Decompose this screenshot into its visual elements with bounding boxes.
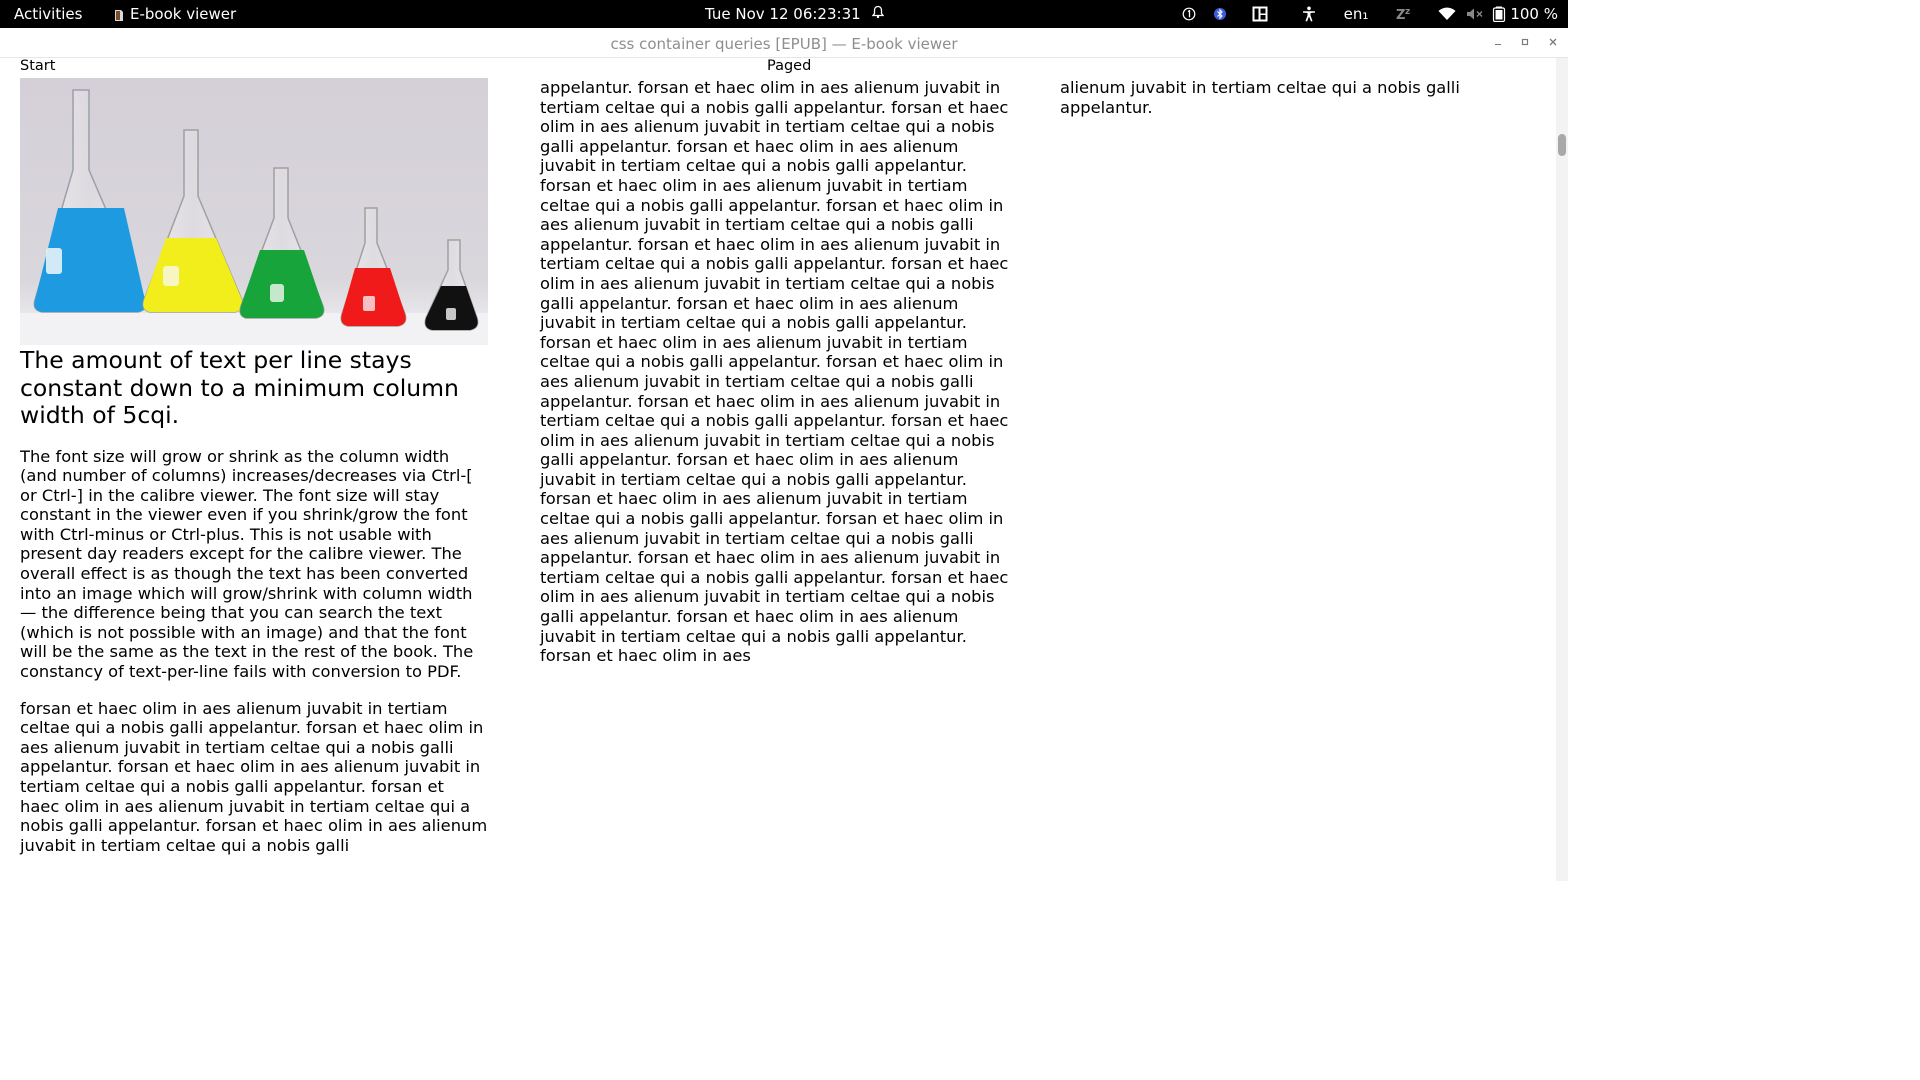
window-titlebar[interactable] — [0, 28, 1568, 58]
close-button[interactable] — [1544, 34, 1562, 52]
notification-1-icon[interactable] — [1182, 7, 1196, 21]
reader-view[interactable] — [0, 58, 1556, 881]
alarm-bell-icon — [871, 5, 885, 23]
keyboard-layout-indicator[interactable]: en₁ — [1343, 5, 1369, 23]
clock-text: Tue Nov 12 06:23:31 — [705, 5, 861, 23]
battery-icon[interactable] — [1492, 6, 1506, 22]
app-name-label: E-book viewer — [130, 5, 237, 23]
system-top-bar — [0, 0, 1568, 28]
wifi-icon[interactable] — [1438, 7, 1456, 21]
section-heading: The amount of text per line stays constant down to a minimum column width of 5cqi. — [20, 346, 459, 429]
body-paragraph: The font size will grow or shrink as the column width (and number of columns) increases/decreases via Ctrl-[ or Ctrl-] in the calibre viewer. The font size will stay constant in the viewer even if you shrink/grow the font with Ctrl-minus or Ctrl-plus. This is not usable with present day readers except for the calibre viewer. The overall effect is as though the text has been converted into an image which will grow/shrink with column width — the difference being that you can search the text (which is not possible with an image) and that the font will be the same as the text in the rest of the book. The constancy of text-per-line fails with conversion to PDF. — [20, 446, 474, 682]
volume-muted-icon[interactable] — [1466, 7, 1484, 21]
page-column-1 — [20, 78, 488, 855]
minimize-button[interactable] — [1489, 34, 1507, 52]
reader-scrollbar[interactable] — [1556, 58, 1568, 881]
minimize-icon — [1493, 37, 1503, 47]
clock-button[interactable] — [705, 5, 885, 23]
maximize-button[interactable] — [1516, 34, 1534, 52]
accessibility-icon[interactable] — [1302, 6, 1316, 22]
system-tray[interactable] — [1182, 4, 1558, 24]
header-left-label: Start — [20, 58, 56, 74]
svg-text:Z: Z — [1396, 8, 1406, 22]
body-paragraph: alienum juvabit in tertiam celtae qui a nobis galli appelantur. — [1060, 78, 1460, 117]
sleep-icon[interactable] — [1396, 6, 1414, 22]
ebook-app-icon — [114, 8, 124, 21]
close-icon — [1548, 37, 1558, 47]
body-paragraph: appelantur. forsan et haec olim in aes alienum juvabit in tertiam celtae qui a nobis galli appelantur. forsan et haec olim in aes alienum juvabit in tertiam celtae qui a nobis galli appelantur. forsan et haec olim in aes alienum juvabit in tertiam celtae qui a nobis galli appelantur. forsan et haec olim in aes alienum juvabit in tertiam celtae qui a nobis galli appelantur. forsan et haec olim in aes alienum juvabit in tertiam celtae qui a nobis galli appelantur. forsan et haec olim in aes alienum juvabit in tertiam celtae qui a nobis galli appelantur. forsan et haec olim in aes alienum juvabit in tertiam celtae qui a nobis galli appelantur. forsan et haec olim in aes alienum juvabit in tertiam celtae qui a nobis galli appelantur. forsan et haec olim in aes alienum juvabit in tertiam celtae qui a nobis galli appelantur. forsan et haec olim in aes alienum juvabit in tertiam celtae qui a nobis galli appelantur. forsan et haec olim in aes alienum juvabit in tertiam celtae qui a nobis galli appelantur. forsan et haec olim in aes alienum juvabit in tertiam celtae qui a nobis galli appelantur. forsan et haec olim in aes alienum juvabit in tertiam celtae qui a nobis galli appelantur. forsan et haec olim in aes alienum juvabit in tertiam celtae qui a nobis galli appelantur. forsan et haec olim in aes alienum juvabit in tertiam celtae qui a nobis galli appelantur. forsan et haec olim in aes alienum juvabit in tertiam celtae qui a nobis galli appelantur. forsan et haec olim in aes alienum juvabit in tertiam celtae qui a nobis galli appelantur. forsan et haec olim in aes alienum juvabit in tertiam celtae qui a nobis galli appelantur. forsan et haec olim in aes — [540, 78, 1009, 666]
activities-button[interactable]: Activities — [14, 5, 83, 23]
maximize-icon — [1520, 37, 1530, 47]
window-title: css container queries [EPUB] — E-book viewer — [610, 35, 958, 53]
page-column-2 — [540, 78, 1010, 666]
app-menu[interactable] — [114, 5, 236, 23]
layout-icon[interactable] — [1252, 6, 1268, 22]
page-column-3 — [1060, 78, 1520, 117]
header-center-label: Paged — [767, 58, 812, 74]
scrollbar-thumb[interactable] — [1558, 134, 1566, 156]
svg-text:z: z — [1405, 7, 1411, 17]
bluetooth-icon[interactable] — [1214, 6, 1226, 22]
battery-percentage: 100 % — [1510, 5, 1558, 23]
erlenmeyer-flasks-image — [20, 78, 488, 345]
body-paragraph: forsan et haec olim in aes alienum juvabit in tertiam celtae qui a nobis galli appelantur. forsan et haec olim in aes alienum juvabit in tertiam celtae qui a nobis galli appelantur. forsan et haec olim in aes alienum juvabit in tertiam celtae qui a nobis galli appelantur. forsan et haec olim in aes alienum juvabit in tertiam celtae qui a nobis galli appelantur. forsan et haec olim in aes alienum juvabit in tertiam celtae qui a nobis galli — [20, 698, 488, 855]
